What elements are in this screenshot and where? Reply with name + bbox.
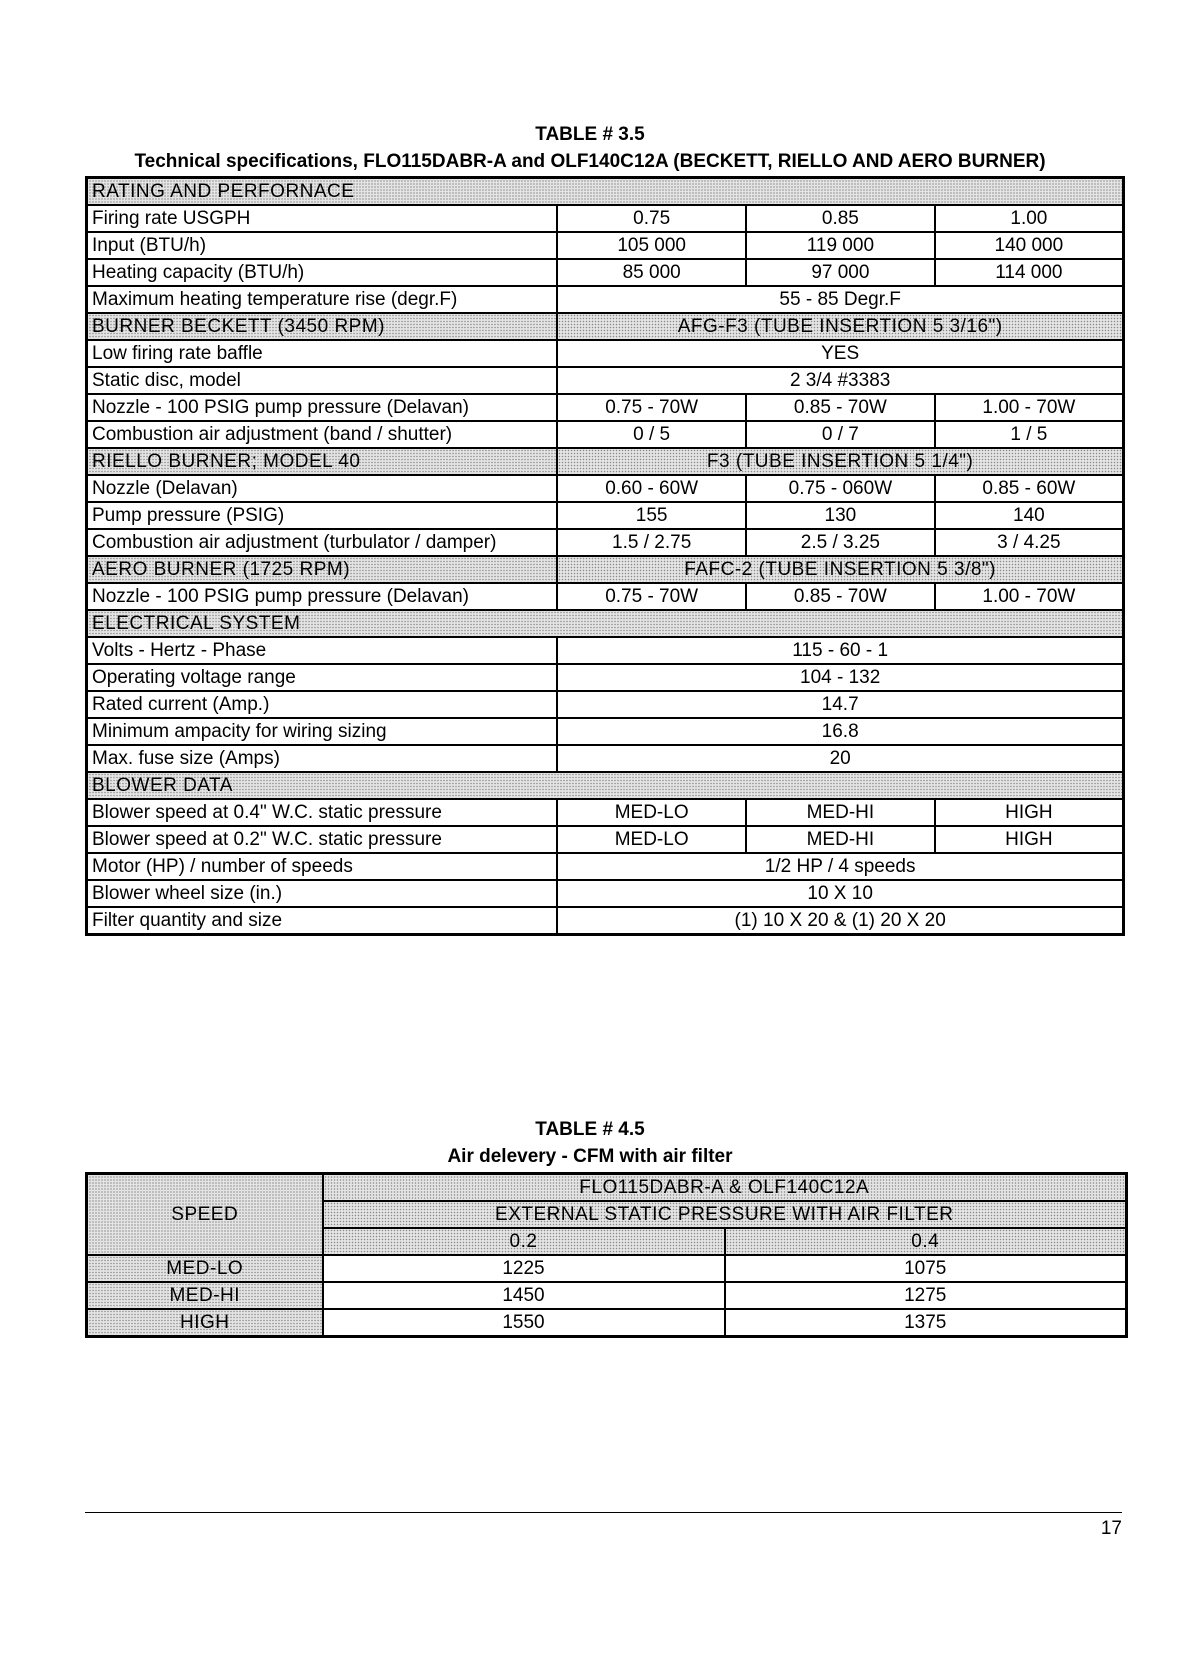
footer-divider [85, 1512, 1122, 1513]
spec-label: Rated current (Amp.) [87, 691, 558, 718]
table-row [87, 1255, 1127, 1282]
table-row [87, 691, 1124, 718]
section-header-value: AFG-F3 (TUBE INSERTION 5 3/16") [557, 313, 1123, 340]
table-row [87, 259, 1124, 286]
pressure-0-2-header: 0.2 [323, 1228, 725, 1255]
table-row [87, 718, 1124, 745]
spec-value: 1.00 [935, 205, 1124, 232]
spec-label: Blower speed at 0.4" W.C. static pressure [87, 799, 558, 826]
spec-label: Blower wheel size (in.) [87, 880, 558, 907]
spec-label: Heating capacity (BTU/h) [87, 259, 558, 286]
section-header: RATING AND PERFORNACE [87, 178, 1124, 206]
section-header: RIELLO BURNER; MODEL 40 [87, 448, 558, 475]
table-row [87, 367, 1124, 394]
table-row [87, 637, 1124, 664]
spec-value: 1/2 HP / 4 speeds [557, 853, 1123, 880]
section-header-row [87, 772, 1124, 799]
spec-value: 130 [746, 502, 935, 529]
speed-label: MED-HI [87, 1282, 323, 1309]
table-row [87, 394, 1124, 421]
speed-label: HIGH [87, 1309, 323, 1337]
spec-value: 1.5 / 2.75 [557, 529, 746, 556]
spec-label: Operating voltage range [87, 664, 558, 691]
table-row [87, 907, 1124, 935]
section-header-value: F3 (TUBE INSERTION 5 1/4") [557, 448, 1123, 475]
spec-value: 0.85 - 70W [746, 583, 935, 610]
spec-value: 2.5 / 3.25 [746, 529, 935, 556]
section-header: BURNER BECKETT (3450 RPM) [87, 313, 558, 340]
spec-label: Pump pressure (PSIG) [87, 502, 558, 529]
speed-label: MED-LO [87, 1255, 323, 1282]
spec-label: Maximum heating temperature rise (degr.F) [87, 286, 558, 313]
spec-value: MED-HI [746, 826, 935, 853]
spec-value: MED-LO [557, 799, 746, 826]
section-header-row [87, 448, 1124, 475]
section-header-row [87, 178, 1124, 206]
table-row [87, 826, 1124, 853]
table-row [87, 664, 1124, 691]
spec-value: 1 / 5 [935, 421, 1124, 448]
spec-label: Volts - Hertz - Phase [87, 637, 558, 664]
spec-value: 0.75 - 70W [557, 583, 746, 610]
spec-value: 104 - 132 [557, 664, 1123, 691]
spec-value: 1.00 - 70W [935, 583, 1124, 610]
table-row [87, 1282, 1127, 1309]
table-3-5-caption: TABLE # 3.5 [535, 124, 645, 145]
table-row [87, 853, 1124, 880]
spec-value: 10 X 10 [557, 880, 1123, 907]
table-row [87, 745, 1124, 772]
cfm-value: 1275 [725, 1282, 1127, 1309]
spec-value: 20 [557, 745, 1123, 772]
table-row [87, 475, 1124, 502]
spec-value: 2 3/4 #3383 [557, 367, 1123, 394]
table-row [87, 583, 1124, 610]
table-row [87, 529, 1124, 556]
spec-value: 0.75 - 70W [557, 394, 746, 421]
table-row [87, 340, 1124, 367]
table-row [87, 205, 1124, 232]
technical-specifications-table [85, 176, 1125, 936]
section-header-row [87, 556, 1124, 583]
table-row [87, 232, 1124, 259]
spec-label: Static disc, model [87, 367, 558, 394]
table-3-5-title: Technical specifications, FLO115DABR-A and OLF140C12A (BECKETT, RIELLO AND AERO BURNER) [134, 151, 1046, 172]
table-row [87, 286, 1124, 313]
spec-value: 55 - 85 Degr.F [557, 286, 1123, 313]
cfm-value: 1075 [725, 1255, 1127, 1282]
spec-value: 140 [935, 502, 1124, 529]
spec-label: Filter quantity and size [87, 907, 558, 935]
table-4-5-caption: TABLE # 4.5 [535, 1119, 645, 1140]
spec-value: HIGH [935, 826, 1124, 853]
spec-value: 85 000 [557, 259, 746, 286]
section-header: BLOWER DATA [87, 772, 1124, 799]
table-row [87, 421, 1124, 448]
pressure-header: EXTERNAL STATIC PRESSURE WITH AIR FILTER [323, 1201, 1127, 1228]
section-header-row [87, 313, 1124, 340]
spec-value: YES [557, 340, 1123, 367]
spec-value: 105 000 [557, 232, 746, 259]
spec-value: 114 000 [935, 259, 1124, 286]
model-header: FLO115DABR-A & OLF140C12A [323, 1174, 1127, 1202]
spec-label: Nozzle - 100 PSIG pump pressure (Delavan) [87, 583, 558, 610]
spec-value: 0.75 - 060W [746, 475, 935, 502]
spec-value: 119 000 [746, 232, 935, 259]
spec-label: Minimum ampacity for wiring sizing [87, 718, 558, 745]
spec-value: 0.85 - 60W [935, 475, 1124, 502]
speed-header: SPEED [87, 1174, 323, 1256]
spec-value: 16.8 [557, 718, 1123, 745]
spec-label: Nozzle (Delavan) [87, 475, 558, 502]
spec-value: 0 / 5 [557, 421, 746, 448]
section-header-value: FAFC-2 (TUBE INSERTION 5 3/8") [557, 556, 1123, 583]
spec-value: 0.85 - 70W [746, 394, 935, 421]
section-header-row [87, 610, 1124, 637]
spec-value: 0.60 - 60W [557, 475, 746, 502]
spec-value: 0 / 7 [746, 421, 935, 448]
spec-value: MED-HI [746, 799, 935, 826]
spec-label: Input (BTU/h) [87, 232, 558, 259]
spec-value: (1) 10 X 20 & (1) 20 X 20 [557, 907, 1123, 935]
spec-value: MED-LO [557, 826, 746, 853]
spec-label: Low firing rate baffle [87, 340, 558, 367]
table-row [87, 1309, 1127, 1337]
section-header: ELECTRICAL SYSTEM [87, 610, 1124, 637]
spec-value: 0.85 [746, 205, 935, 232]
spec-value: 1.00 - 70W [935, 394, 1124, 421]
table-row [87, 880, 1124, 907]
air-delivery-table [85, 1172, 1128, 1338]
spec-label: Blower speed at 0.2" W.C. static pressure [87, 826, 558, 853]
spec-label: Nozzle - 100 PSIG pump pressure (Delavan) [87, 394, 558, 421]
spec-value: HIGH [935, 799, 1124, 826]
spec-label: Max. fuse size (Amps) [87, 745, 558, 772]
spec-value: 115 - 60 - 1 [557, 637, 1123, 664]
cfm-value: 1375 [725, 1309, 1127, 1337]
spec-value: 97 000 [746, 259, 935, 286]
page-number: 17 [1100, 1518, 1122, 1539]
spec-value: 155 [557, 502, 746, 529]
spec-label: Combustion air adjustment (turbulator / damper) [87, 529, 558, 556]
pressure-0-4-header: 0.4 [725, 1228, 1127, 1255]
spec-value: 14.7 [557, 691, 1123, 718]
spec-label: Motor (HP) / number of speeds [87, 853, 558, 880]
spec-label: Firing rate USGPH [87, 205, 558, 232]
section-header: AERO BURNER (1725 RPM) [87, 556, 558, 583]
cfm-value: 1450 [323, 1282, 725, 1309]
table-row [87, 502, 1124, 529]
spec-value: 3 / 4.25 [935, 529, 1124, 556]
spec-label: Combustion air adjustment (band / shutter) [87, 421, 558, 448]
cfm-value: 1225 [323, 1255, 725, 1282]
table-row [87, 799, 1124, 826]
table-4-5-title: Air delevery - CFM with air filter [447, 1146, 733, 1167]
cfm-value: 1550 [323, 1309, 725, 1337]
spec-value: 140 000 [935, 232, 1124, 259]
technical-specifications-body [87, 178, 1124, 935]
spec-value: 0.75 [557, 205, 746, 232]
